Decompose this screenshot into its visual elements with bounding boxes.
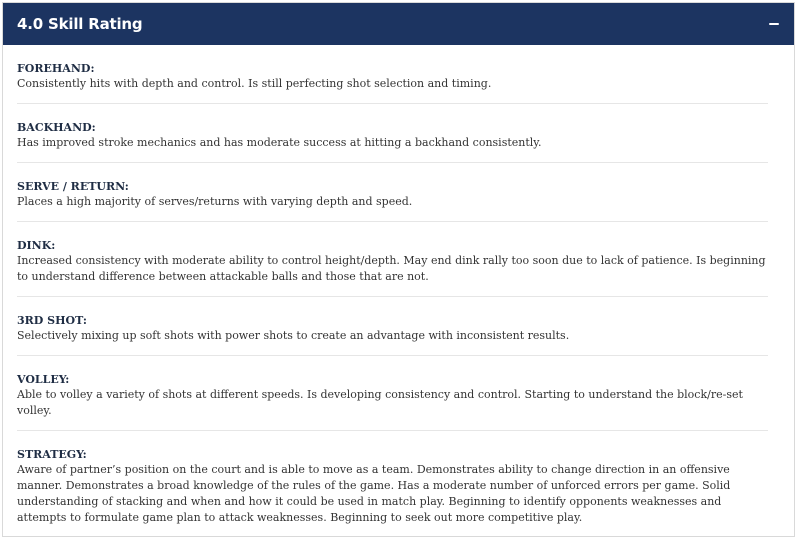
skill-serve-return	[17, 163, 768, 222]
panel-title: 4.0 Skill Rating	[17, 15, 143, 33]
skill-backhand	[17, 104, 768, 163]
skill-label: BACKHAND:	[17, 121, 96, 134]
accordion-content	[3, 45, 794, 537]
skill-strategy	[17, 431, 768, 537]
skill-label: 3RD SHOT:	[17, 314, 87, 327]
skill-description: Places a high majority of serves/returns with varying depth and speed.	[17, 195, 413, 208]
skill-forehand	[17, 45, 768, 104]
minus-icon[interactable]	[768, 18, 780, 30]
skill-3rd-shot	[17, 297, 768, 356]
skill-description: Consistently hits with depth and control. Is still perfecting shot selection and timing.	[17, 77, 492, 90]
skill-description: Selectively mixing up soft shots with power shots to create an advantage with inconsistent results.	[17, 329, 570, 342]
skill-label: STRATEGY:	[17, 448, 87, 461]
skill-description: Has improved stroke mechanics and has moderate success at hitting a backhand consistently.	[17, 136, 542, 149]
accordion-header[interactable]	[3, 3, 794, 45]
skill-dink	[17, 222, 768, 297]
skill-description: Aware of partner’s position on the court and is able to move as a team. Demonstrates ability to change direction in an offensive manner. Demonstrates a broad knowledge of the rules of the game. Has a moderate number of unforced errors per game. Solid understanding of stacking and when and how it could be used in match play. Beginning to identify opponents weaknesses and attempts to formulate game plan to attack weaknesses. Beginning to seek out more competitive play.	[17, 463, 731, 524]
skill-label: VOLLEY:	[17, 373, 70, 386]
skill-rating-panel	[2, 2, 795, 537]
skill-description: Increased consistency with moderate ability to control height/depth. May end dink rally too soon due to lack of patience. Is beginning to understand difference between attackable balls and those that are not.	[17, 254, 766, 283]
skill-volley	[17, 356, 768, 431]
skill-label: SERVE / RETURN:	[17, 180, 129, 193]
skill-label: DINK:	[17, 239, 56, 252]
skill-description: Able to volley a variety of shots at different speeds. Is developing consistency and control. Starting to understand the block/re-set volley.	[17, 388, 743, 417]
skill-label: FOREHAND:	[17, 62, 95, 75]
